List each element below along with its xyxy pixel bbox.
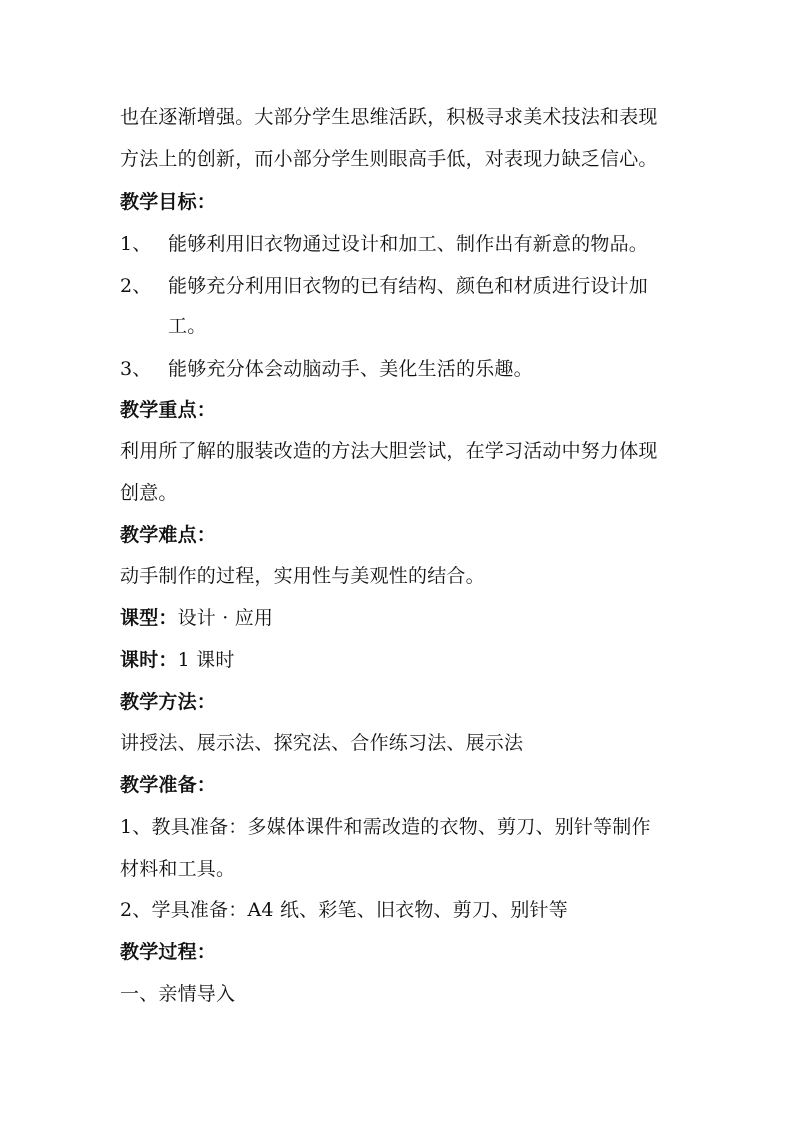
- key-points-heading: 教学重点：: [120, 399, 217, 421]
- preparation-item-1-line-2: 材料和工具。: [120, 858, 236, 880]
- process-step-1: 一、亲情导入: [120, 983, 236, 1005]
- objective-item-2-continuation: 工。: [168, 315, 207, 337]
- intro-paragraph-line-1: 也在逐渐增强。大部分学生思维活跃，积极寻求美术技法和表现: [120, 106, 658, 128]
- objective-item-1: [120, 231, 648, 257]
- objective-number: 3、: [120, 358, 152, 380]
- preparation-item-1-line-1: 1、教具准备：多媒体课件和需改造的衣物、剪刀、别针等制作: [120, 816, 651, 838]
- preparation-heading: 教学准备：: [120, 774, 217, 796]
- objective-item-2: [120, 273, 648, 299]
- class-hours-row: [120, 647, 235, 673]
- class-hours-value: 1 课时: [177, 649, 235, 671]
- objective-item-3: [120, 356, 533, 382]
- objective-number: 2、: [120, 275, 152, 297]
- methods-text: 讲授法、展示法、探究法、合作练习法、展示法: [120, 732, 524, 754]
- objective-text: 能够充分体会动脑动手、美化生活的乐趣。: [168, 358, 533, 380]
- lesson-type-label: 课型：: [120, 607, 178, 629]
- objectives-heading: 教学目标：: [120, 191, 217, 213]
- objective-text: 能够充分利用旧衣物的已有结构、颜色和材质进行设计加: [168, 275, 649, 297]
- difficulties-text: 动手制作的过程，实用性与美观性的结合。: [120, 565, 485, 587]
- key-points-line-1: 利用所了解的服装改造的方法大胆尝试，在学习活动中努力体现: [120, 440, 658, 462]
- difficulties-heading: 教学难点：: [120, 524, 217, 546]
- lesson-type-value: 设计 · 应用: [177, 607, 274, 629]
- intro-paragraph-line-2: 方法上的创新，而小部分学生则眼高手低，对表现力缺乏信心。: [120, 148, 658, 170]
- preparation-item-2: 2、学具准备：A4 纸、彩笔、旧衣物、剪刀、别针等: [120, 899, 568, 921]
- class-hours-label: 课时：: [120, 649, 178, 671]
- lesson-type-row: [120, 605, 273, 631]
- key-points-line-2: 创意。: [120, 482, 178, 504]
- objective-text: 能够利用旧衣物通过设计和加工、制作出有新意的物品。: [168, 233, 649, 255]
- process-heading: 教学过程：: [120, 941, 217, 963]
- objective-number: 1、: [120, 233, 152, 255]
- methods-heading: 教学方法：: [120, 691, 217, 713]
